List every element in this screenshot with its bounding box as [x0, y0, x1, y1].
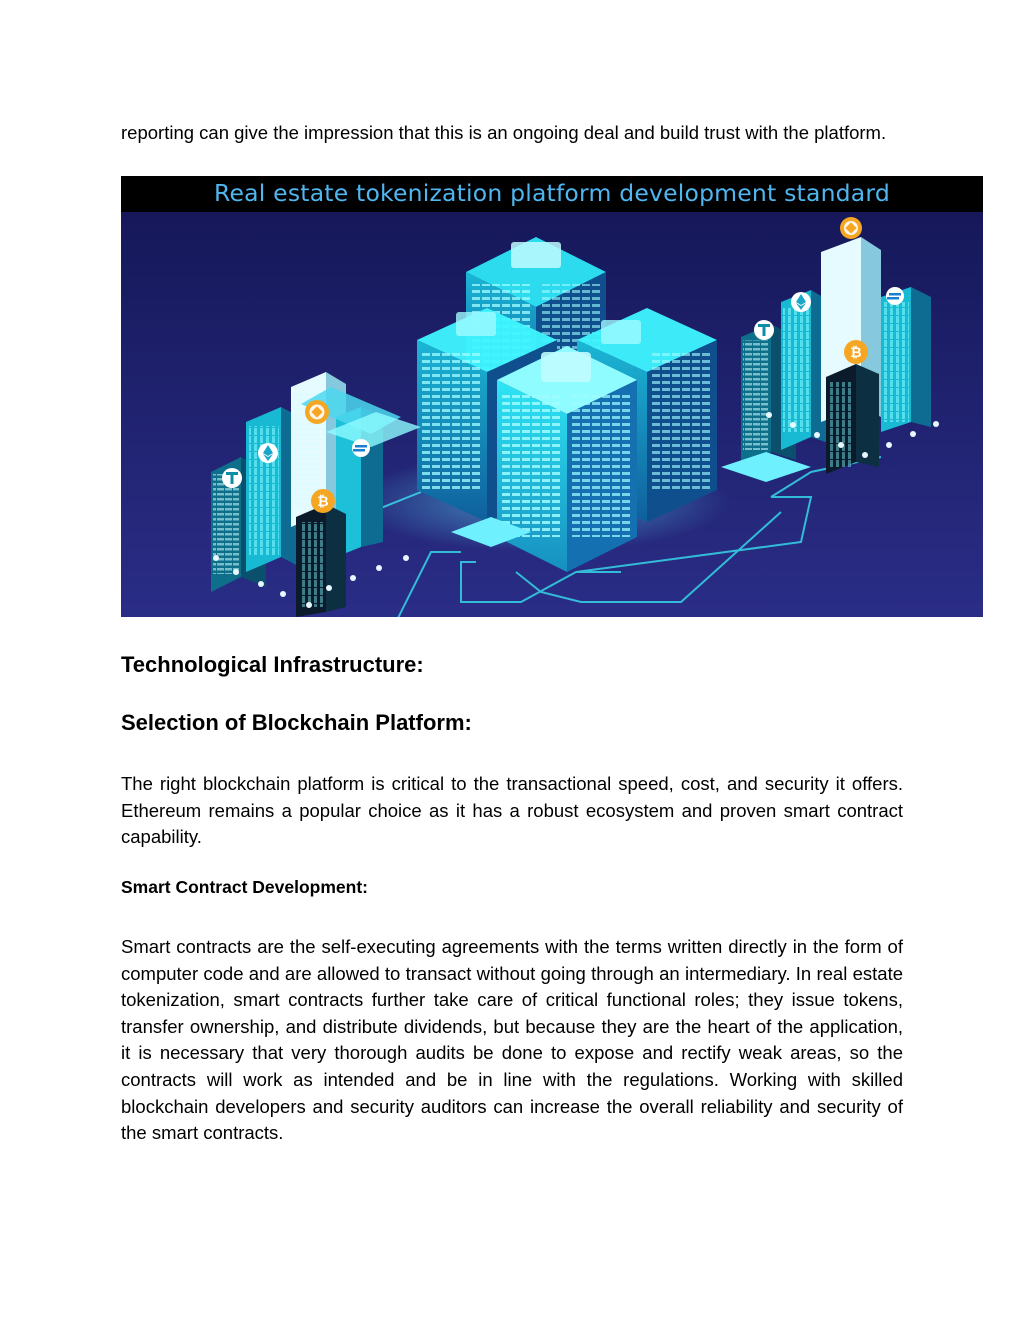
ethereum-icon [258, 443, 278, 463]
smart-contract-paragraph: Smart contracts are the self-executing agreements with the terms written directly in the form of computer code and are allowed to transact without going through an intermediary. In real estate tokenization, smart contracts further take care of critical functional roles; they issue tokens, transfer ownership, and distribute dividends, but because they are the heart of the application, it is necessary that very thorough audits be done to expose and rectify weak areas, so the contracts will work as intended and be in line with the regulations. Working with skilled blockchain developers and security auditors can increase the overall reliability and security of the smart contracts. [121, 936, 903, 1144]
bitcoin-icon [844, 340, 868, 364]
blockchain-illustration [121, 212, 983, 617]
heading-selection-blockchain: Selection of Blockchain Platform: [121, 710, 472, 735]
ethereum-icon [791, 292, 811, 312]
bitcoin-icon [311, 489, 335, 513]
binance-coin-icon [840, 217, 862, 239]
intro-paragraph: reporting can give the impression that this is an ongoing deal and build trust with the platform. [121, 122, 887, 143]
selection-paragraph: The right blockchain platform is critical to the transactional speed, cost, and security it offers. Ethereum remains a popular choice as it has a robust ecosystem and proven smart contract capability. [121, 773, 903, 848]
banner-title: Real estate tokenization platform development standard [214, 179, 890, 207]
svg-text:₿: ₿ [850, 345, 862, 361]
heading-technological-infrastructure: Technological Infrastructure: [121, 652, 424, 677]
svg-text:₿: ₿ [317, 494, 329, 510]
binance-coin-icon [305, 400, 329, 424]
tether-icon [754, 320, 774, 340]
banner-image [121, 176, 983, 617]
tether-icon [222, 468, 242, 488]
dash-icon [886, 287, 904, 305]
heading-smart-contract-development: Smart Contract Development: [121, 877, 368, 897]
dash-icon [352, 439, 370, 457]
